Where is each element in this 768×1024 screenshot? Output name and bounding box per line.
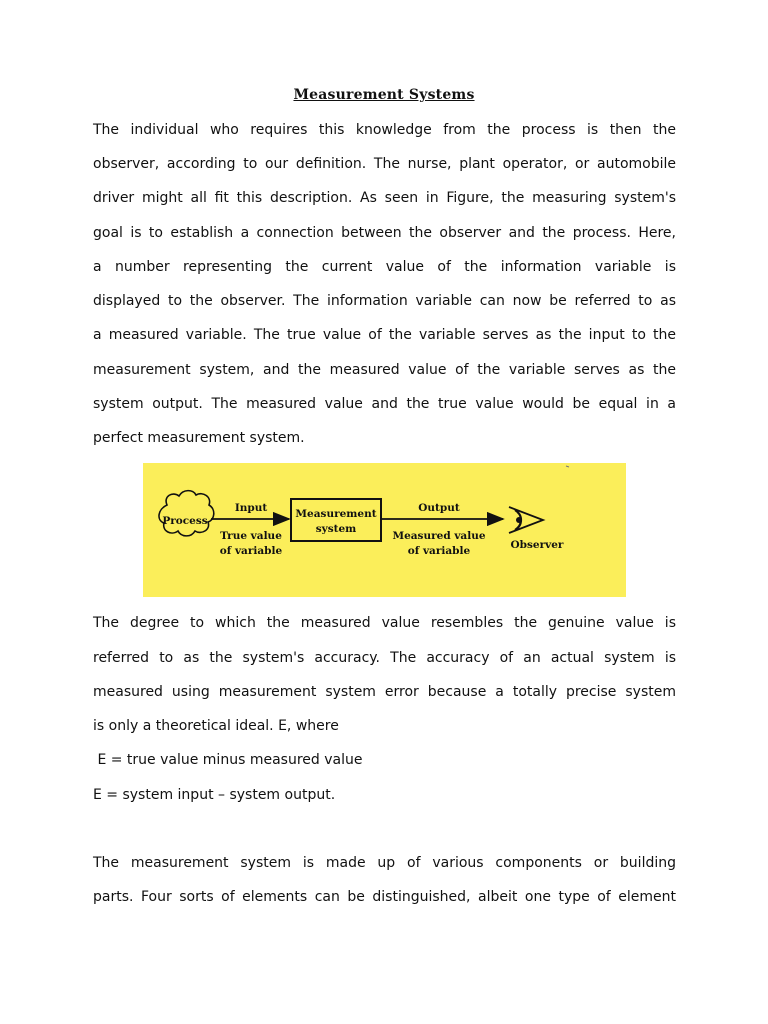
input-label: Input — [234, 502, 268, 514]
paragraph-3-line: parts. Four sorts of elements can be distinguished, albeit one type of element — [93, 889, 676, 905]
paragraph-1-line: measurement system, and the measured value of the variable serves as the — [93, 362, 676, 378]
measured-value-label-line1: Measured value — [392, 530, 486, 542]
paragraph-1-line: a number representing the current value of the information variable is — [93, 259, 676, 275]
paragraph-1-line: driver might all fit this description. As seen in Figure, the measuring system's — [93, 190, 676, 206]
observer-label: Observer — [510, 539, 564, 551]
paragraph-2-line: measured using measurement system error because a totally precise system — [93, 684, 676, 700]
paragraph-3-line: The measurement system is made up of various components or building — [93, 855, 676, 871]
paragraph-1-line: The individual who requires this knowledge from the process is then the — [93, 122, 676, 138]
measured-value-label-line2: of variable — [407, 545, 471, 557]
corner-mark — [566, 466, 569, 467]
paragraph-2-line: The degree to which the measured value resembles the genuine value is — [93, 615, 676, 631]
paragraph-2-line: referred to as the system's accuracy. The accuracy of an actual system is — [93, 650, 676, 666]
paragraph-1-line: perfect measurement system. — [93, 430, 305, 446]
equation-line-1: E = true value minus measured value — [93, 752, 363, 768]
process-label: Process — [162, 515, 208, 527]
paragraph-1-line: goal is to establish a connection between the observer and the process. Here, — [93, 225, 676, 241]
page-title: Measurement Systems — [293, 87, 475, 103]
paragraph-2-line: is only a theoretical ideal. E, where — [93, 718, 339, 734]
true-value-label-line1: True value — [220, 530, 282, 542]
box-label-line1: Measurement — [295, 508, 377, 520]
equation-line-2: E = system input – system output. — [93, 787, 336, 803]
true-value-label-line2: of variable — [219, 545, 283, 557]
output-label: Output — [418, 502, 460, 514]
paragraph-1-line: a measured variable. The true value of the variable serves as the input to the — [93, 327, 676, 343]
box-label-line2: system — [315, 523, 357, 535]
process-cloud-shape — [159, 491, 214, 536]
paragraph-1-line: system output. The measured value and the true value would be equal in a — [93, 396, 676, 412]
measurement-system-figure — [143, 463, 626, 597]
eye-icon — [509, 507, 543, 533]
paragraph-1-line: displayed to the observer. The information variable can now be referred to as — [93, 293, 676, 309]
paragraph-1-line: observer, according to our definition. The nurse, plant operator, or automobile — [93, 156, 676, 172]
block-diagram — [143, 463, 626, 597]
